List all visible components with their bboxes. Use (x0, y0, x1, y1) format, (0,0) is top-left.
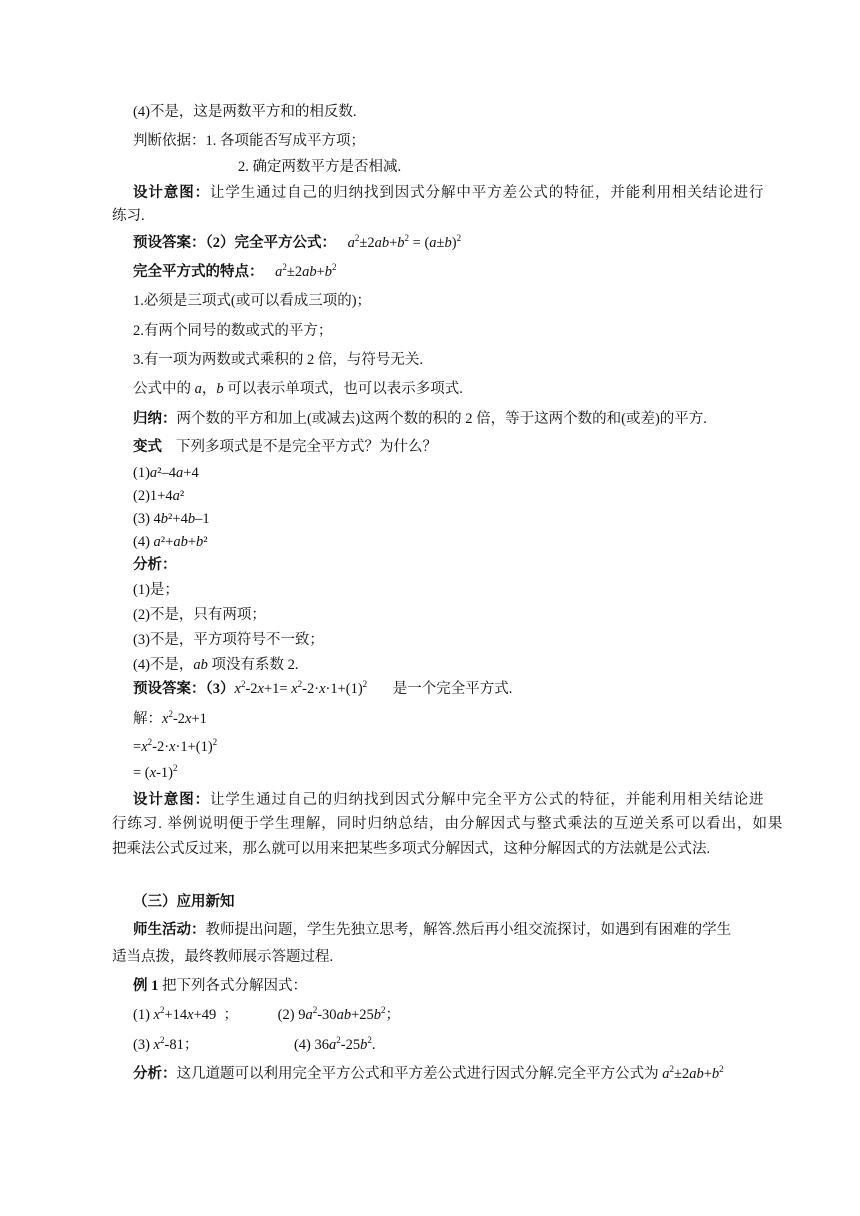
line-design-intent-2: 设计意图：让学生通过自己的归纳找到因式分解中完全平方公式的特征，并能利用相关结论进 (133, 792, 765, 808)
line-preset-answer-3: 预设答案：$(3)x^2-2x+1= x^2-2\cdot x\cdot 1+(1)^2$ 是一个完全平方式. (133, 679, 513, 697)
perfect-square-formula: $a^2\pm 2ab+b^2 = (a\pm b)^2$ (347, 233, 462, 251)
line-teacher-student-activity-cont: 适当点拨，最终教师展示答题过程. (112, 949, 334, 965)
line-solution-2: $=x^2-2\cdot x\cdot 1+(1)^2$ (133, 737, 218, 755)
line-analysis-2: (2)不是，只有两项； (133, 607, 266, 623)
line-analysis-heading: 分析： (133, 557, 177, 573)
line-feature-2: 2.有两个同号的数或式的平方； (133, 323, 333, 339)
line-solution-1: 解：$x^2-2x+1$ (133, 709, 207, 727)
line-criteria-2: 2. 确定两数平方是否相减. (238, 159, 402, 175)
line-teacher-student-activity: 师生活动：教师提出问题，学生先独立思考，解答.然后再小组交流探讨，如遇到有困难的学生 (133, 922, 732, 938)
line-perfect-square-features: 完全平方式的特点： $a^2\pm 2ab+b^2$ (133, 262, 337, 280)
line-variant-item-1: (1)a²–4a+4 (133, 465, 199, 481)
line-feature-1: 1.必须是三项式(或可以看成三项的)； (133, 293, 372, 309)
line-criteria-1: 判断依据：1. 各项能否写成平方项； (133, 133, 365, 149)
line-variant-item-4: (4) a²+ab+b² (133, 534, 208, 550)
line-design-intent-2-cont2: 把乘法公式反过来，那么就可以用来把某些多项式分解因式，这种分解因式的方法就是公式法. (112, 841, 711, 857)
line-analysis-example: 分析：这几道题可以利用完全平方公式和平方差公式进行因式分解.完全平方公式为 $a^2\pm 2ab+b^2$ (133, 1064, 724, 1082)
line-analysis-1: (1)是； (133, 582, 179, 598)
line-design-intent-1: 设计意图：让学生通过自己的归纳找到因式分解中平方差公式的特征，并能利用相关结论进行 (133, 185, 765, 201)
line-design-intent-1-cont: 练习. (112, 208, 145, 224)
line-variant: 变式 下列多项式是不是完全平方式？为什么？ (133, 439, 437, 455)
line-example-1: 例 1 把下列各式分解因式： (133, 978, 307, 994)
line-variant-item-2: (2)1+4a² (133, 488, 185, 504)
line-analysis-3: (3)不是，平方项符号不一致； (133, 632, 324, 648)
line-variant-item-3: (3) 4b²+4b–1 (133, 511, 210, 527)
line-not-because-opposite: (4)不是，这是两数平方和的相反数. (133, 104, 357, 120)
line-preset-answer-2: 预设答案：（2）完全平方公式： $a^2\pm 2ab+b^2 = (a\pm b)^2$ (133, 233, 462, 251)
line-analysis-4: (4)不是，ab 项没有系数 2. (133, 657, 299, 673)
line-feature-3: 3.有一项为两数或式乘积的 2 倍，与符号无关. (133, 352, 423, 368)
line-formula-note: 公式中的 a，b 可以表示单项式，也可以表示多项式. (133, 381, 463, 397)
section-heading-apply: （三）应用新知 (133, 894, 235, 910)
line-example-items-1-2: (1) $x^2+14x+49$ ； (2) $9a^2-30ab+25b^2$； (133, 1005, 400, 1023)
line-solution-3: = $(x-1)^2$ (133, 763, 178, 781)
line-induction: 归纳：两个数的平方和加上(或减去)这两个数的积的 2 倍，等于这两个数的和(或差)的平方. (133, 411, 707, 427)
line-design-intent-2-cont1: 行练习. 举例说明便于学生理解，同时归纳总结，由分解因式与整式乘法的互逆关系可以看出，如果 (112, 816, 784, 832)
line-example-items-3-4: (3) $x^2-81$； (4) $36a^2-25b^2$. (133, 1035, 376, 1053)
